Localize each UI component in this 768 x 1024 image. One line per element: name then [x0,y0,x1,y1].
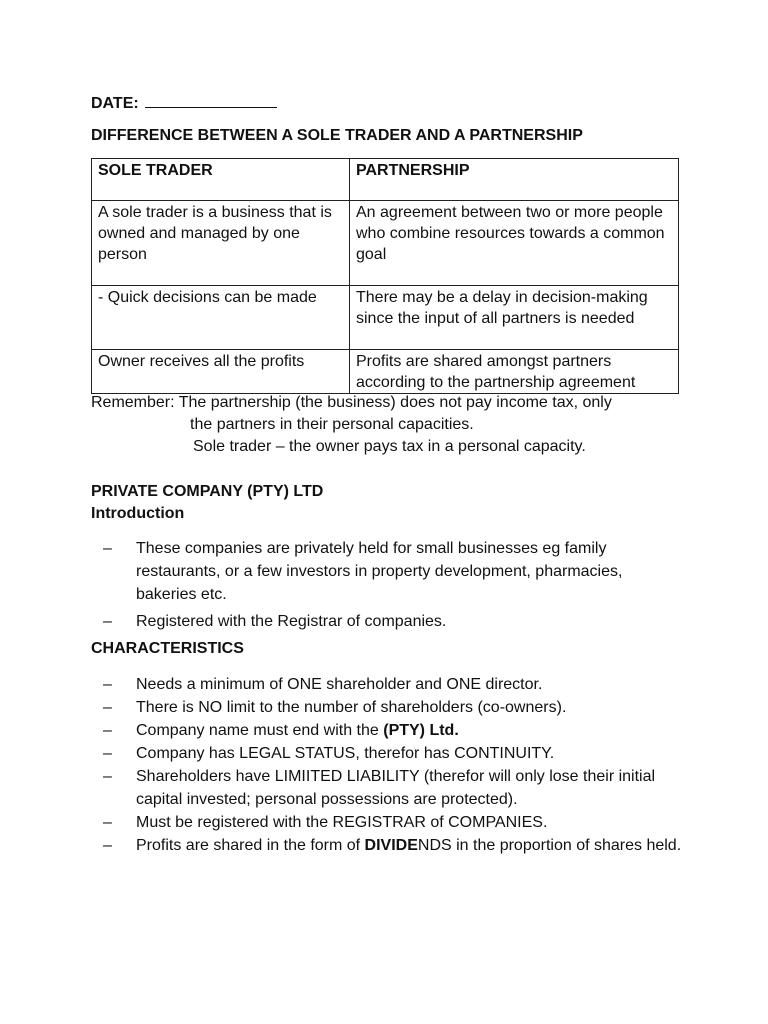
list-item-text: Must be registered with the REGISTRAR of COMPANIES. [136,814,548,831]
list-item-text: There is NO limit to the number of shareholders (co-owners). [136,699,567,716]
pty-title: PRIVATE COMPANY (PTY) LTD [91,483,324,500]
list-item [103,834,683,857]
remember-line: Remember: The partnership (the business) does not pay income tax, only [91,394,612,411]
list-item [103,673,683,696]
table-cell: Owner receives all the profits [92,350,350,394]
list-item [103,719,683,742]
list-item-text: Company has LEGAL STATUS, therefor has CONTINUITY. [136,745,555,762]
section-heading: DIFFERENCE BETWEEN A SOLE TRADER AND A PARTNERSHIP [91,127,583,144]
list-item [103,765,683,811]
remember-line: the partners in their personal capacities. [190,416,474,433]
list-item-text: Registered with the Registrar of companies. [136,613,447,630]
dash-bullet: – [103,722,112,739]
intro-heading: Introduction [91,505,185,522]
list-item [103,742,683,765]
list-item [103,610,683,633]
dash-bullet: – [103,837,112,854]
list-item-text: Shareholders have LIMIITED LIABILITY (therefor will only lose their initial capital invested; personal possessions are protected). [136,768,656,808]
date-label: DATE: [91,95,139,112]
table-cell: Profits are shared amongst partners according to the partnership agreement [350,350,679,394]
date-field [91,93,277,113]
list-item-bold-text: (PTY) Ltd. [383,722,459,739]
list-item-text: Needs a minimum of ONE shareholder and ONE director. [136,676,543,693]
list-item-text: Profits are shared in the form of [136,837,365,854]
table-cell: There may be a delay in decision-making since the input of all partners is needed [350,286,679,350]
characteristics-list [103,673,683,857]
dash-bullet: – [103,540,112,557]
table-row [92,201,679,286]
dash-bullet: – [103,613,112,630]
dash-bullet: – [103,745,112,762]
table-row [92,286,679,350]
table-row [92,350,679,394]
list-item [103,696,683,719]
dash-bullet: – [103,814,112,831]
dash-bullet: – [103,699,112,716]
remember-note [91,392,711,458]
list-item [103,537,683,606]
dash-bullet: – [103,768,112,785]
date-blank-line [145,93,277,108]
list-item-text: Company name must end with the [136,722,384,739]
list-item-text: These companies are privately held for small businesses eg family restaurants, or a few investors in property development, pharmacies, bakeries etc. [136,540,623,603]
table-header-cell: SOLE TRADER [92,159,350,201]
characteristics-heading: CHARACTERISTICS [91,640,244,657]
intro-list [103,537,683,633]
table-header-cell: PARTNERSHIP [350,159,679,201]
table-header-row [92,159,679,201]
table-cell: An agreement between two or more people who combine resources towards a common goal [350,201,679,286]
comparison-table [91,158,679,394]
dash-bullet: – [103,676,112,693]
table-cell: - Quick decisions can be made [92,286,350,350]
list-item-bold-text: DIVIDE [364,837,418,854]
list-item-text: NDS in the proportion of shares held. [417,837,682,854]
list-item [103,811,683,834]
remember-line: Sole trader – the owner pays tax in a personal capacity. [193,438,586,455]
table-cell: A sole trader is a business that is owned and managed by one person [92,201,350,286]
